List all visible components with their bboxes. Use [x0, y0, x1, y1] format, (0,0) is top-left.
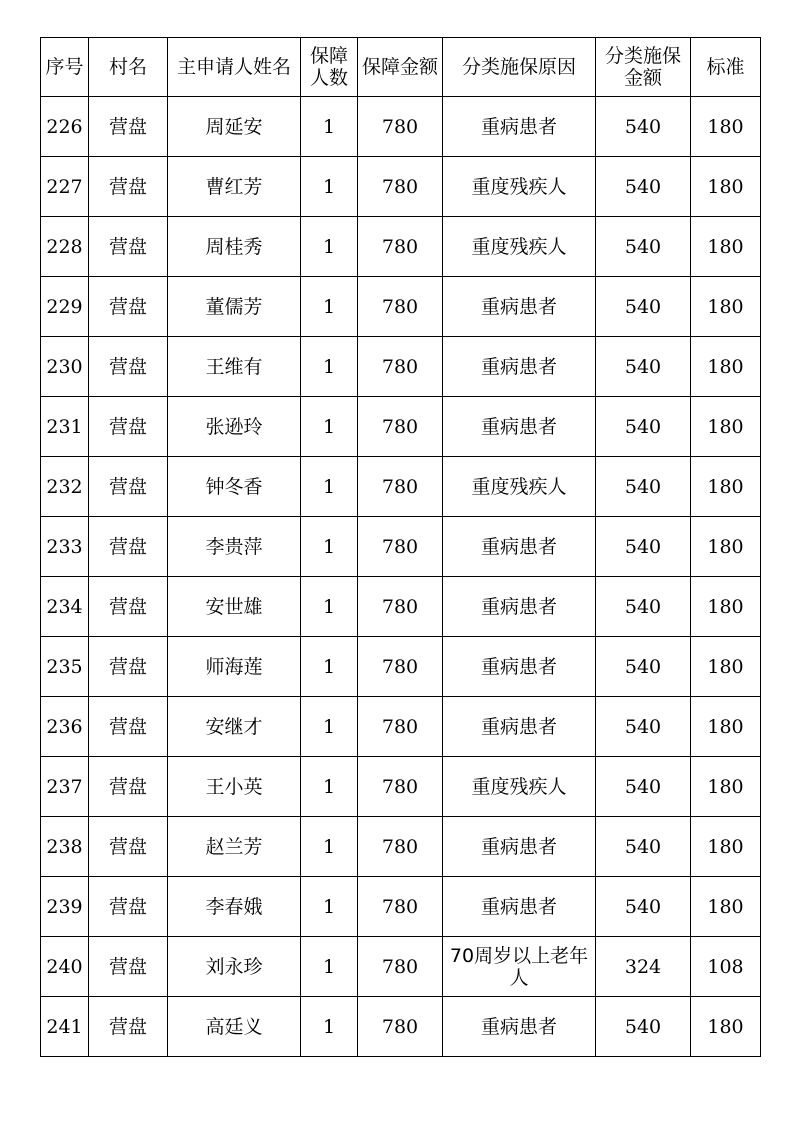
cell-persons: 1 — [301, 877, 358, 937]
cell-applicant: 王小英 — [168, 757, 301, 817]
cell-no: 241 — [41, 997, 89, 1057]
cell-no: 230 — [41, 337, 89, 397]
cell-village: 营盘 — [89, 697, 168, 757]
cell-persons: 1 — [301, 757, 358, 817]
header-persons: 保障人数 — [301, 38, 358, 97]
cell-no: 236 — [41, 697, 89, 757]
cell-village: 营盘 — [89, 877, 168, 937]
cell-class-amount: 540 — [596, 877, 691, 937]
cell-persons: 1 — [301, 337, 358, 397]
cell-applicant: 曹红芳 — [168, 157, 301, 217]
cell-amount: 780 — [358, 457, 443, 517]
cell-no: 237 — [41, 757, 89, 817]
cell-no: 231 — [41, 397, 89, 457]
cell-no: 229 — [41, 277, 89, 337]
table-body — [41, 97, 761, 1057]
cell-village: 营盘 — [89, 457, 168, 517]
cell-applicant: 钟冬香 — [168, 457, 301, 517]
cell-class-amount: 540 — [596, 997, 691, 1057]
cell-applicant: 赵兰芳 — [168, 817, 301, 877]
cell-village: 营盘 — [89, 757, 168, 817]
cell-standard: 180 — [691, 217, 761, 277]
table-row — [41, 997, 761, 1057]
table-row — [41, 277, 761, 337]
cell-reason: 重度残疾人 — [443, 217, 596, 277]
cell-class-amount: 540 — [596, 217, 691, 277]
cell-amount: 780 — [358, 397, 443, 457]
cell-no: 234 — [41, 577, 89, 637]
cell-amount: 780 — [358, 877, 443, 937]
cell-class-amount: 540 — [596, 277, 691, 337]
cell-reason: 重病患者 — [443, 517, 596, 577]
cell-class-amount: 540 — [596, 517, 691, 577]
cell-reason: 重度残疾人 — [443, 757, 596, 817]
cell-persons: 1 — [301, 217, 358, 277]
cell-no: 239 — [41, 877, 89, 937]
header-reason: 分类施保原因 — [443, 38, 596, 97]
cell-no: 228 — [41, 217, 89, 277]
table-row — [41, 217, 761, 277]
cell-reason: 重度残疾人 — [443, 157, 596, 217]
cell-village: 营盘 — [89, 637, 168, 697]
cell-amount: 780 — [358, 217, 443, 277]
table-row — [41, 937, 761, 997]
cell-class-amount: 540 — [596, 397, 691, 457]
cell-standard: 180 — [691, 637, 761, 697]
cell-applicant: 张逊玲 — [168, 397, 301, 457]
cell-standard: 180 — [691, 997, 761, 1057]
cell-standard: 180 — [691, 157, 761, 217]
cell-applicant: 高廷义 — [168, 997, 301, 1057]
cell-standard: 180 — [691, 97, 761, 157]
cell-no: 227 — [41, 157, 89, 217]
cell-class-amount: 540 — [596, 577, 691, 637]
cell-class-amount: 540 — [596, 757, 691, 817]
cell-standard: 180 — [691, 277, 761, 337]
header-applicant: 主申请人姓名 — [168, 38, 301, 97]
cell-persons: 1 — [301, 577, 358, 637]
cell-reason: 重度残疾人 — [443, 457, 596, 517]
cell-reason: 重病患者 — [443, 997, 596, 1057]
cell-village: 营盘 — [89, 517, 168, 577]
cell-no: 235 — [41, 637, 89, 697]
table-row — [41, 757, 761, 817]
cell-amount: 780 — [358, 337, 443, 397]
cell-persons: 1 — [301, 817, 358, 877]
cell-class-amount: 540 — [596, 457, 691, 517]
cell-village: 营盘 — [89, 397, 168, 457]
cell-persons: 1 — [301, 277, 358, 337]
cell-standard: 180 — [691, 817, 761, 877]
cell-standard: 180 — [691, 337, 761, 397]
cell-standard: 180 — [691, 757, 761, 817]
cell-no: 226 — [41, 97, 89, 157]
cell-class-amount: 540 — [596, 97, 691, 157]
cell-applicant: 周延安 — [168, 97, 301, 157]
cell-village: 营盘 — [89, 937, 168, 997]
cell-amount: 780 — [358, 577, 443, 637]
table-row — [41, 877, 761, 937]
cell-class-amount: 540 — [596, 157, 691, 217]
cell-amount: 780 — [358, 637, 443, 697]
cell-amount: 780 — [358, 817, 443, 877]
table-row — [41, 637, 761, 697]
cell-no: 232 — [41, 457, 89, 517]
cell-persons: 1 — [301, 637, 358, 697]
cell-village: 营盘 — [89, 817, 168, 877]
header-no: 序号 — [41, 38, 89, 97]
cell-amount: 780 — [358, 937, 443, 997]
cell-no: 233 — [41, 517, 89, 577]
cell-amount: 780 — [358, 517, 443, 577]
cell-village: 营盘 — [89, 217, 168, 277]
cell-applicant: 安继才 — [168, 697, 301, 757]
cell-amount: 780 — [358, 997, 443, 1057]
header-village: 村名 — [89, 38, 168, 97]
header-amount: 保障金额 — [358, 38, 443, 97]
cell-amount: 780 — [358, 277, 443, 337]
table-row — [41, 817, 761, 877]
cell-reason: 重病患者 — [443, 637, 596, 697]
cell-village: 营盘 — [89, 577, 168, 637]
cell-applicant: 王维有 — [168, 337, 301, 397]
cell-amount: 780 — [358, 157, 443, 217]
table-row — [41, 517, 761, 577]
cell-standard: 180 — [691, 517, 761, 577]
cell-reason: 重病患者 — [443, 817, 596, 877]
cell-village: 营盘 — [89, 997, 168, 1057]
cell-reason: 重病患者 — [443, 337, 596, 397]
table-row — [41, 97, 761, 157]
cell-applicant: 李春娥 — [168, 877, 301, 937]
header-row — [41, 38, 761, 97]
cell-persons: 1 — [301, 517, 358, 577]
header-class-amount: 分类施保金额 — [596, 38, 691, 97]
cell-standard: 180 — [691, 397, 761, 457]
cell-amount: 780 — [358, 97, 443, 157]
cell-class-amount: 324 — [596, 937, 691, 997]
cell-no: 240 — [41, 937, 89, 997]
cell-village: 营盘 — [89, 337, 168, 397]
cell-standard: 180 — [691, 577, 761, 637]
cell-applicant: 刘永珍 — [168, 937, 301, 997]
table-row — [41, 577, 761, 637]
cell-reason: 重病患者 — [443, 97, 596, 157]
cell-reason: 70周岁以上老年人 — [443, 937, 596, 997]
cell-reason: 重病患者 — [443, 277, 596, 337]
cell-reason: 重病患者 — [443, 577, 596, 637]
cell-amount: 780 — [358, 757, 443, 817]
cell-standard: 180 — [691, 877, 761, 937]
cell-reason: 重病患者 — [443, 877, 596, 937]
cell-reason: 重病患者 — [443, 697, 596, 757]
cell-class-amount: 540 — [596, 337, 691, 397]
table-row — [41, 697, 761, 757]
cell-amount: 780 — [358, 697, 443, 757]
table-row — [41, 157, 761, 217]
cell-persons: 1 — [301, 457, 358, 517]
cell-standard: 180 — [691, 697, 761, 757]
cell-applicant: 李贵萍 — [168, 517, 301, 577]
cell-applicant: 周桂秀 — [168, 217, 301, 277]
cell-persons: 1 — [301, 937, 358, 997]
cell-village: 营盘 — [89, 97, 168, 157]
table-row — [41, 397, 761, 457]
table-row — [41, 337, 761, 397]
cell-applicant: 安世雄 — [168, 577, 301, 637]
table-row — [41, 457, 761, 517]
cell-village: 营盘 — [89, 157, 168, 217]
header-standard: 标准 — [691, 38, 761, 97]
cell-persons: 1 — [301, 997, 358, 1057]
cell-class-amount: 540 — [596, 697, 691, 757]
cell-standard: 108 — [691, 937, 761, 997]
cell-applicant: 师海莲 — [168, 637, 301, 697]
cell-standard: 180 — [691, 457, 761, 517]
cell-no: 238 — [41, 817, 89, 877]
cell-applicant: 董儒芳 — [168, 277, 301, 337]
assistance-roster-table — [40, 37, 761, 1057]
cell-village: 营盘 — [89, 277, 168, 337]
cell-persons: 1 — [301, 397, 358, 457]
cell-class-amount: 540 — [596, 637, 691, 697]
cell-persons: 1 — [301, 97, 358, 157]
cell-reason: 重病患者 — [443, 397, 596, 457]
cell-class-amount: 540 — [596, 817, 691, 877]
cell-persons: 1 — [301, 697, 358, 757]
cell-persons: 1 — [301, 157, 358, 217]
